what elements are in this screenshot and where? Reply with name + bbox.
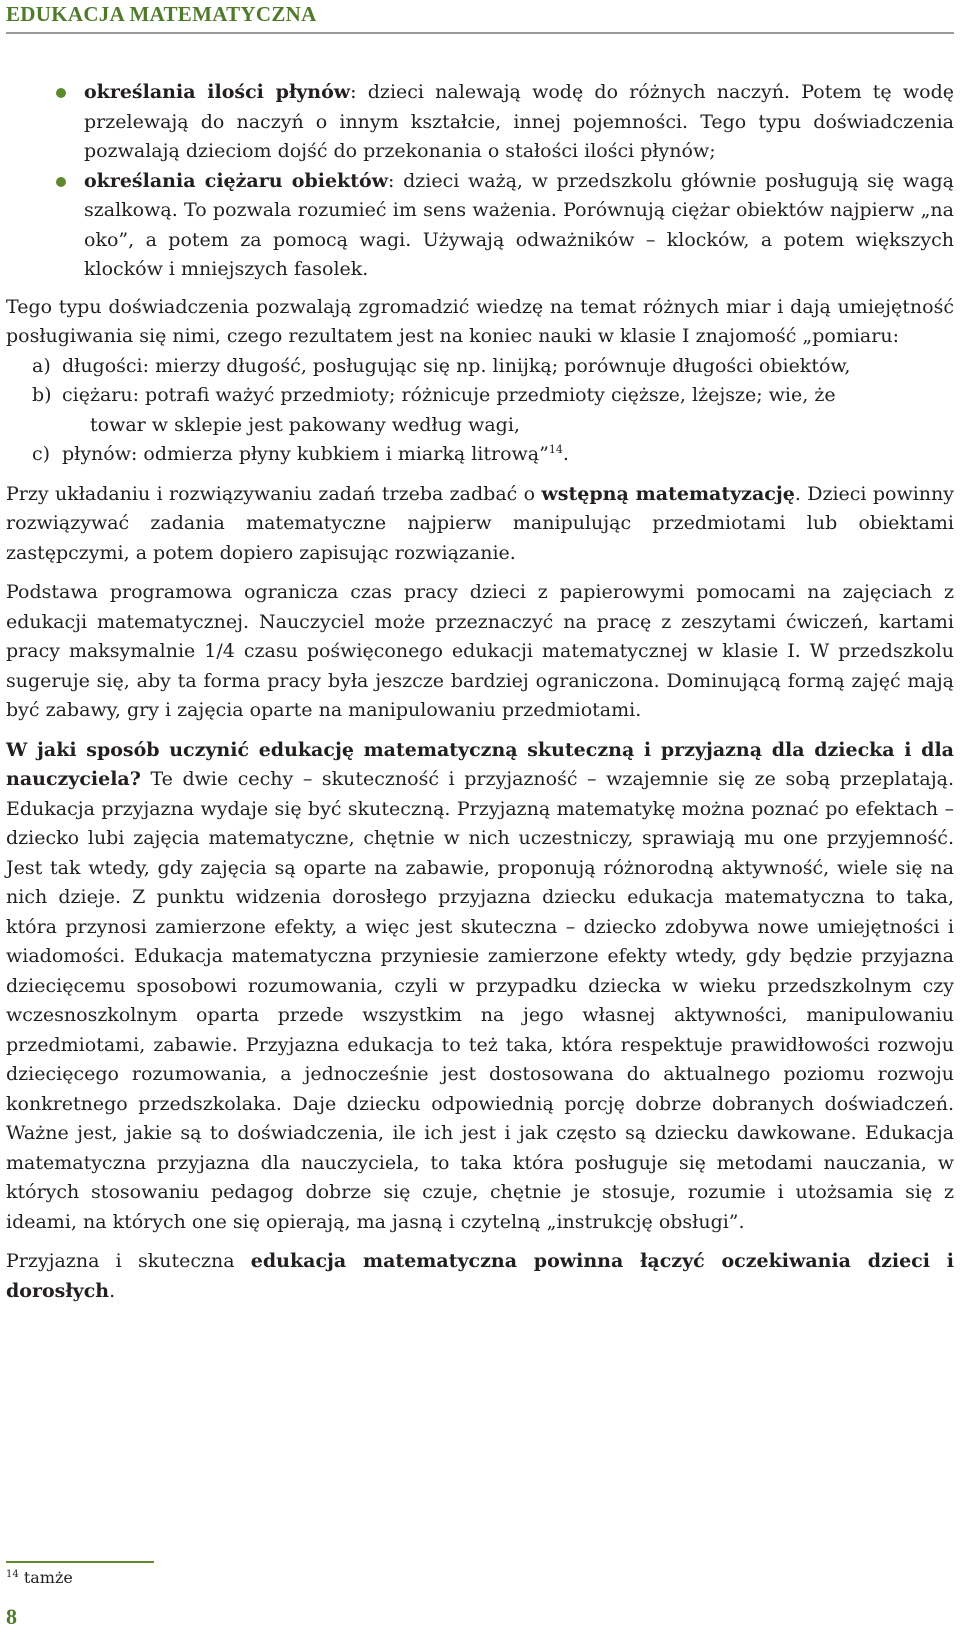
footnote-ref: 14 [548,443,563,456]
list-text: ciężaru: potrafi ważyć przedmioty; różnicuje przedmioty cięższe, lżejsze; wie, że [62,384,836,406]
bold-term: edukacja matematyczna powinna łączyć oczekiwania dzieci i dorosłych [6,1250,954,1302]
running-header: EDUKACJA MATEMATYCZNA [6,2,317,26]
text-run: . [109,1279,116,1302]
list-label: b) [32,384,52,406]
page-content [6,78,954,1306]
bullet-text: : dzieci ważą, w przedszkolu głównie posługują się wagą szalkową. To pozwala rozumieć im sens ważenia. Porównują ciężar obiektów najpierw „na oko”, a potem za pomocą wagi. Używają odważników – klocków, a potem większych klocków i mniejszych fasolek. [84,169,954,280]
list-label: c) [32,443,51,465]
bullet-item [6,167,954,285]
bold-question: W jaki sposób uczynić edukację matematyczną skuteczną i przyjazną dla dziecka i dla nauczyciela? [6,738,954,790]
measure-item-liquids [6,440,954,470]
footnote-number: 14 [6,1569,19,1580]
bold-term: wstępną matematyzację [541,482,795,505]
paragraph-curriculum: Podstawa programowa ogranicza czas pracy dzieci z papierowymi pomocami na zajęciach z edukacji matematycznej. Nauczyciel może przeznaczyć na pracę z zeszytami ćwiczeń, kartami pracy maksymalnie 1/4 czasu poświęconego edukacji matematycznej w klasie I. W przedszkolu sugeruje się, aby ta forma pracy była jeszcze bardziej ograniczona. Dominującą formą zajęć mają być zabawy, gry i zajęcia oparte na manipulowaniu przedmiotami. [6,581,954,721]
measure-item-length [6,352,954,382]
measure-item-weight [6,381,954,440]
footnote [6,1568,73,1587]
paragraph-conclusion [6,1247,954,1306]
list-end: . [562,443,569,465]
text-run: . Dzieci powinny rozwiązywać zadania matematyczne najpierw manipulując przedmiotami lub obiektami zastępczymi, a potem dopiero zapisując rozwiązanie. [6,482,954,564]
list-text-continued: towar w sklepie jest pakowany według wagi, [90,413,520,436]
footnote-text: tamże [23,1568,73,1587]
text-run: Te dwie cechy – skuteczność i przyjazność – wzajemnie się ze sobą przeplatają. Edukacja przyjazna wydaje się być skuteczną. Przyjazną matematykę można poznać po efektach – dziecko lubi zajęcia matematyczne, chętnie w nich uczestniczy, sprawiają mu one przyjemność. Jest tak wtedy, gdy zajęcia są oparte na zabawie, proponują różnorodną aktywność, wiele się na nich dzieje. Z punktu widzenia dorosłego przyjazna dziecku edukacja matematyczna to taka, która przynosi zamierzone efekty, a więc jest skuteczna – dziecko zdobywa nowe umiejętności i wiadomości. Edukacja matematyczna przyniesie zamierzone efekty wtedy, gdy będzie przyjazna dziecięcemu sposobowi rozumowania, czyli w przypadku dziecka w wieku przedszkolnym czy wczesnoszkolnym oparta przede wszystkim na jego własnej aktywności, manipulowaniu przedmiotami, zabawie. Przyjazna edukacja to też taka, która respektuje prawidłowości rozwoju dziecięcego rozumowania, a jednocześnie jest dostosowana do aktualnego poziomu rozwoju konkretnego przedszkolaka. Daje dziecku odpowiednią porcję dobrze dobranych doświadczeń. Ważne jest, jakie są to doświadczenia, ile ich jest i jak często są dziecku dawkowane. Edukacja matematyczna przyjazna dla nauczyciela, to taka która posługuje się metodami nauczania, w których stosowaniu pedagog dobrze się czuje, chętnie je stosuje, rozumie i utożsamia się z ideami, na których one się opierają, ma jasną i czytelną „instrukcję obsługi”. [6,768,954,1233]
paragraph-measures: Tego typu doświadczenia pozwalają zgromadzić wiedzę na temat różnych miar i dają umiejętność posługiwania się nimi, czego rezultatem jest na koniec nauki w klasie I znajomość „pomiaru: [6,295,954,347]
measure-list [6,352,954,470]
list-text: płynów: odmierza płyny kubkiem i miarką litrową” [62,443,549,465]
list-text: długości: mierzy długość, posługując się np. linijką; porównuje długości obiektów, [62,354,851,377]
page-number: 8 [6,1604,17,1629]
text-run: Przyjazna i skuteczna [6,1250,251,1272]
bullet-dot-icon [56,177,66,187]
bullet-term: określania ciężaru obiektów [84,169,389,192]
header-divider [6,32,954,34]
text-run: Przy układaniu i rozwiązywaniu zadań trzeba zadbać o [6,482,542,505]
bullet-list [6,78,954,285]
list-label: a) [32,354,51,377]
footnote-divider [6,1561,154,1563]
bullet-term: określania ilości płynów [84,81,351,103]
bullet-dot-icon [56,88,66,98]
paragraph-friendly-education [6,736,954,1238]
paragraph-mathematization [6,480,954,569]
bullet-item [6,78,954,167]
bullet-text: : dzieci nalewają wodę do różnych naczyń. Potem tę wodę przelewają do naczyń o innym kształcie, innej pojemności. Tego typu doświadczenia pozwalają dzieciom dojść do przekonania o stałości ilości płynów; [84,81,954,162]
